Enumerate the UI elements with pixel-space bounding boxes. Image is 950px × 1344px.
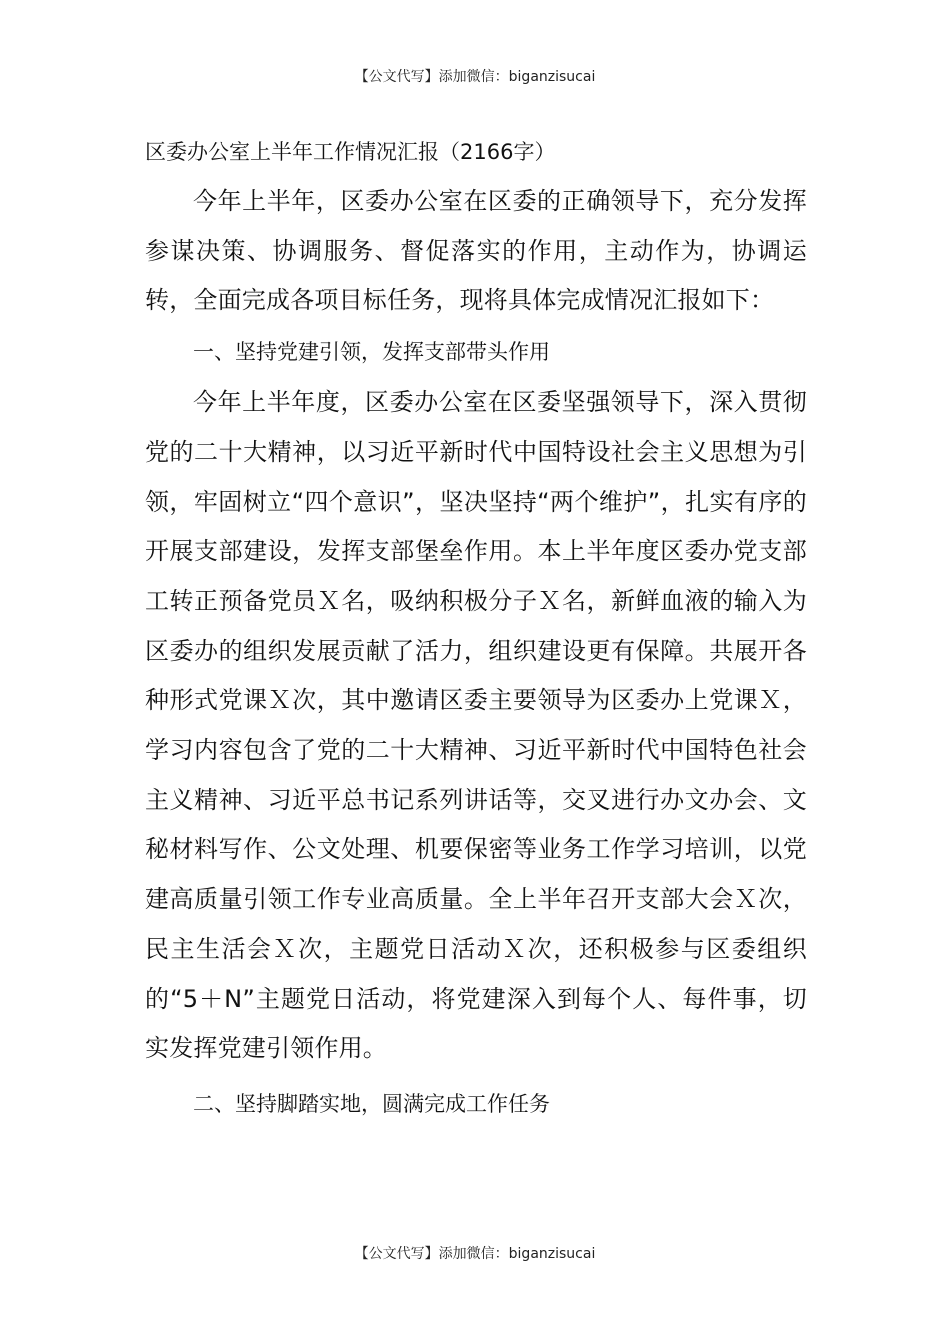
footer-note: 【公文代写】添加微信：biganzisucai xyxy=(354,1246,596,1262)
section-heading-2: 二、坚持脚踏实地，圆满完成工作任务 xyxy=(193,1091,550,1116)
section-heading-1: 一、坚持党建引领，发挥支部带头作用 xyxy=(193,340,550,365)
intro-paragraph: 今年上半年，区委办公室在区委的正确领导下，充分发挥参谋决策、协调服务、督促落实的作用，主动作为，协调运转，全面完成各项目标任务，现将具体完成情况汇报如下： xyxy=(145,187,807,315)
document-title: 区委办公室上半年工作情况汇报（2166字） xyxy=(145,140,556,164)
document-body xyxy=(145,132,807,1130)
section-1-paragraph: 今年上半年度，区委办公室在区委坚强领导下，深入贯彻党的二十大精神，以习近平新时代中国特设社会主义思想为引领，牢固树立“四个意识”，坚决坚持“两个维护”，扎实有序的开展支部建设，发挥支部堡垒作用。本上半年度区委办党支部工转正预备党员Ｘ名，吸纳积极分子Ｘ名，新鲜血液的输入为区委办的组织发展贡献了活力，组织建设更有保障。共展开各种形式党课Ｘ次，其中邀请区委主要领导为区委办上党课Ｘ，学习内容包含了党的二十大精神、习近平新时代中国特色社会主义精神、习近平总书记系列讲话等，交叉进行办文办会、文秘材料写作、公文处理、机要保密等业务工作学习培训，以党建高质量引领工作专业高质量。全上半年召开支部大会Ｘ次，民主生活会Ｘ次，主题党日活动Ｘ次，还积极参与区委组织的“5＋N”主题党日活动，将党建深入到每个人、每件事，切实发挥党建引领作用。 xyxy=(145,388,807,1063)
header-note: 【公文代写】添加微信：biganzisucai xyxy=(354,69,596,85)
